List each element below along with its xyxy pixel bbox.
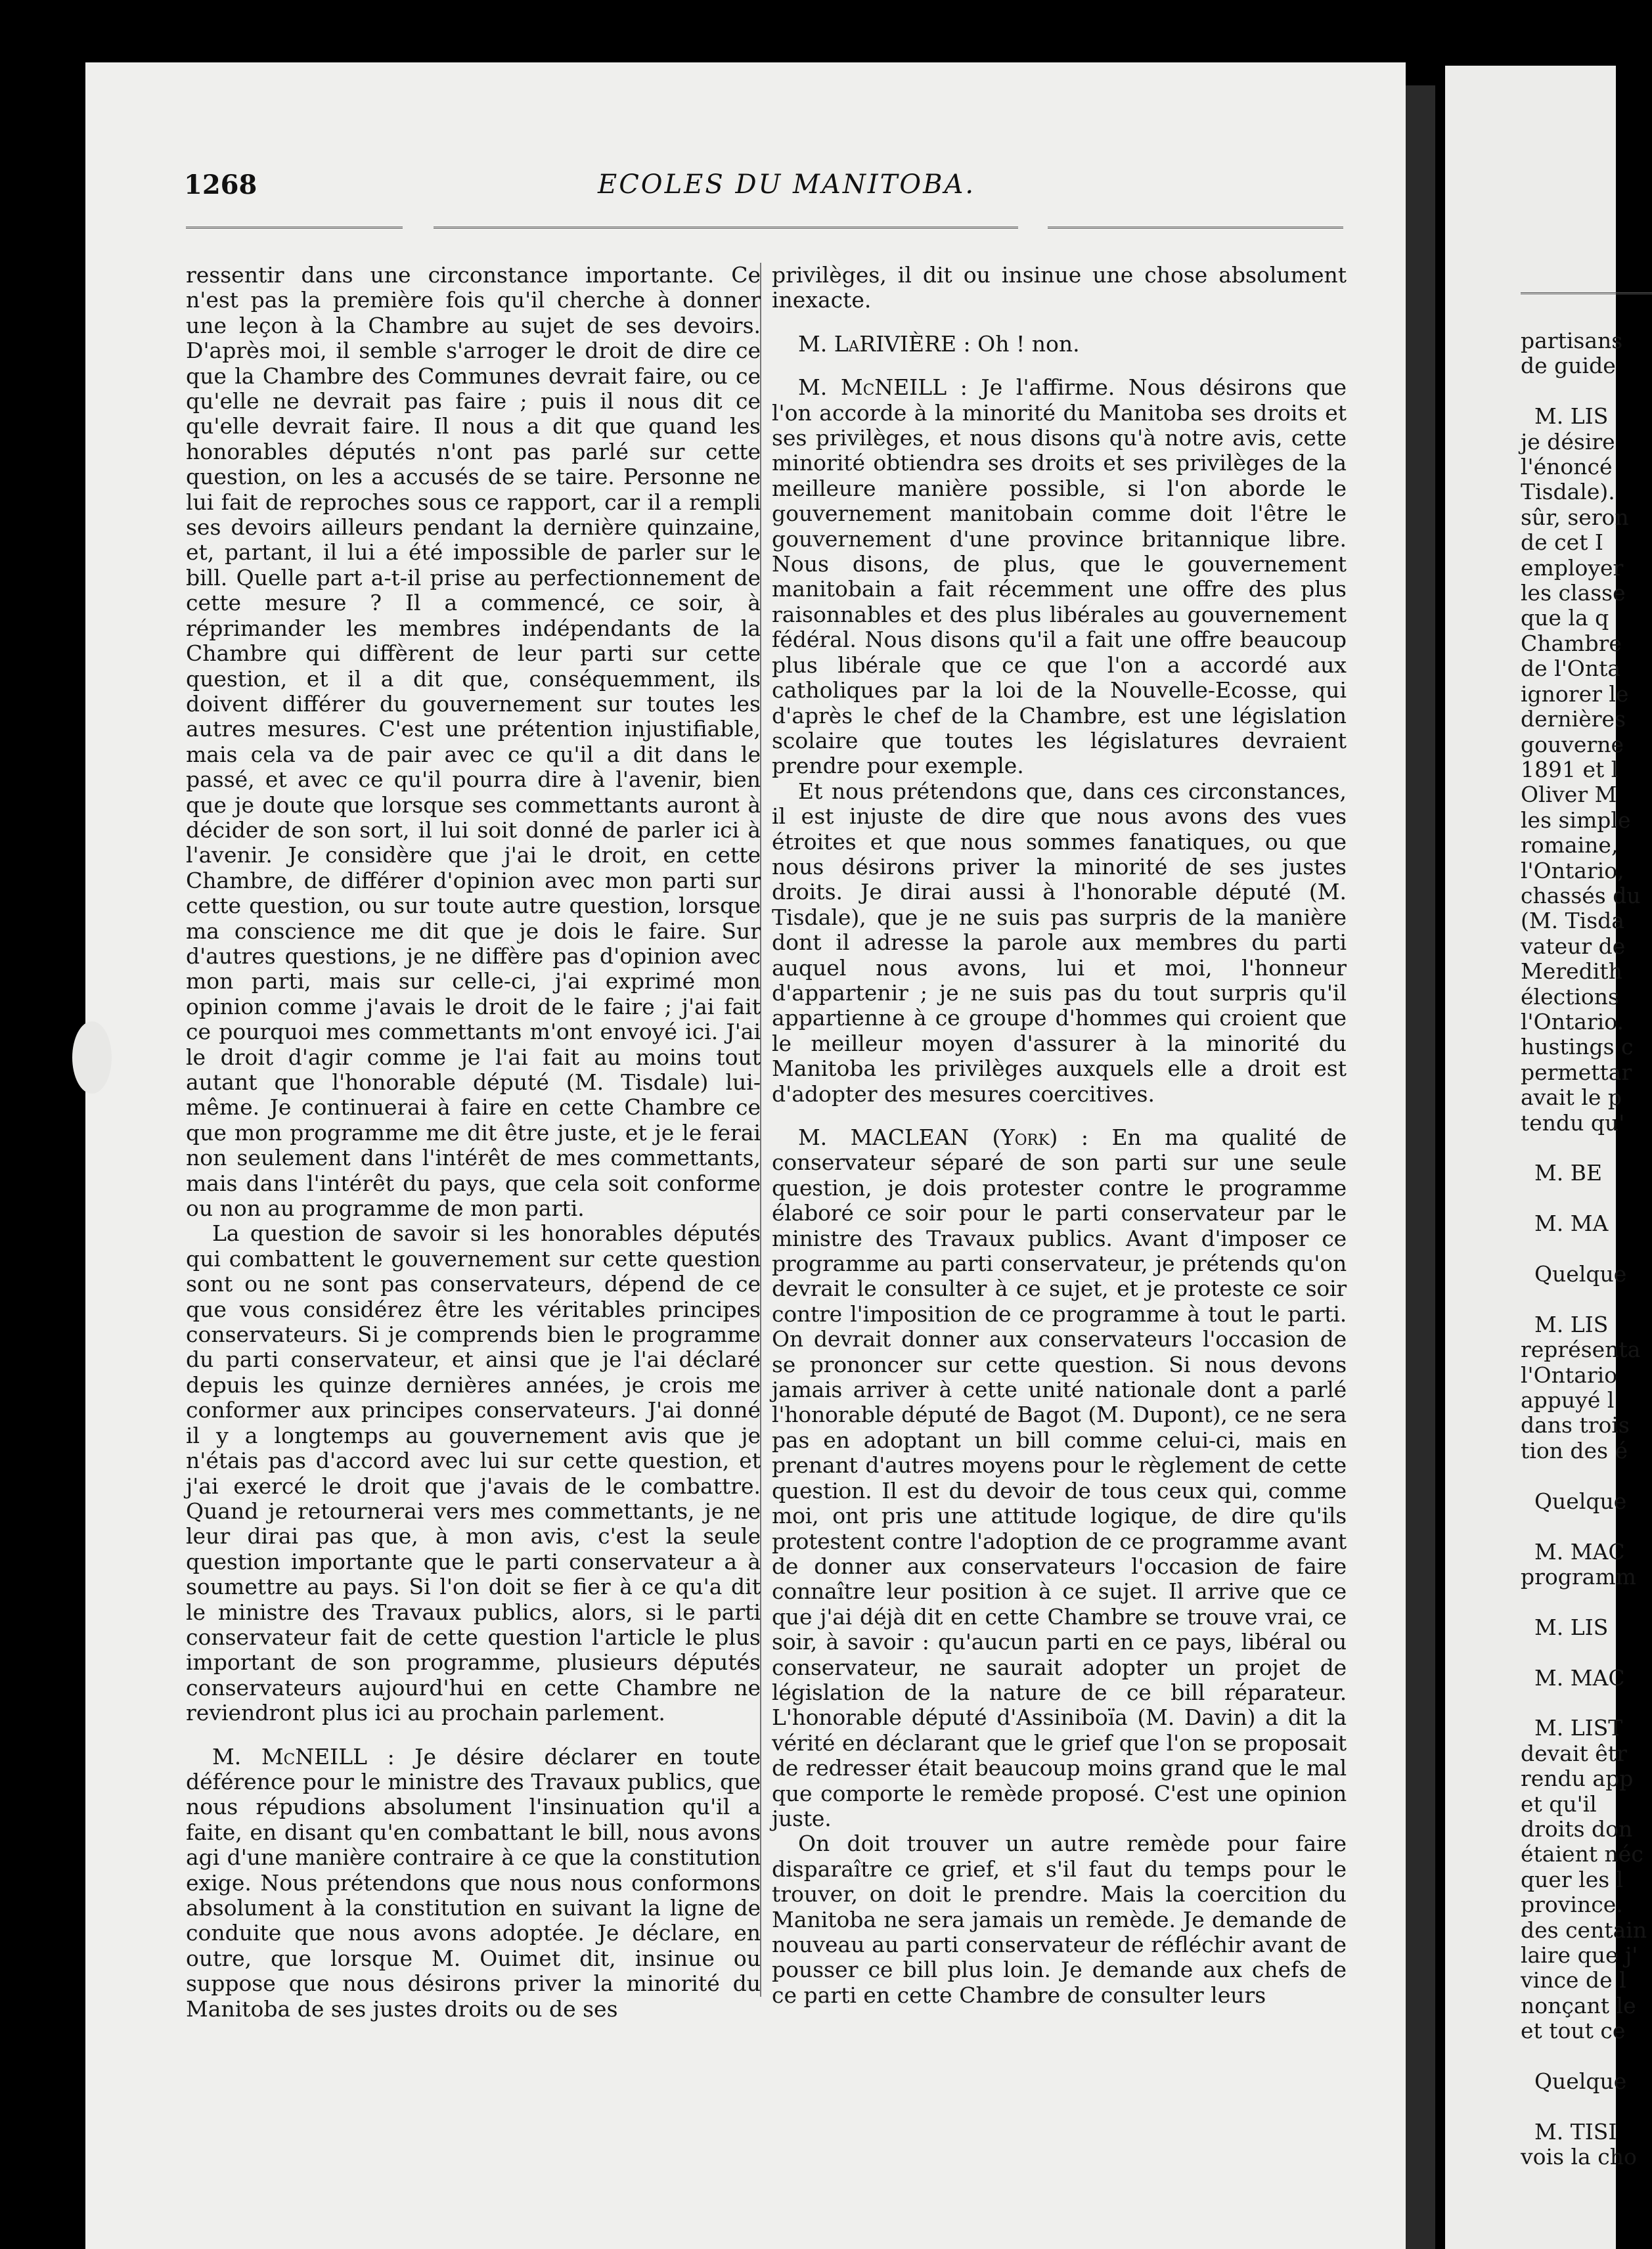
adjacent-page bbox=[1445, 66, 1647, 2249]
speech-text: Je l'affirme. Nous désirons que l'on accorde à la minorité du Manitoba ses droits et ses privilèges, et nous disons qu'à notre avis, cette minorité obtiendra ses droits et ses privilèges de la meilleure manière possible, si l'on aborde le gouvernement manitobain comme doit l'être le gouvernement d'une province britannique libre. Nous disons, de plus, que le gouvernement manitobain a fait récemment une offre des plus raisonnables et des plus libérales au gouvernement fédéral. Nous disons qu'il a fait une offre beaucoup plus libérale que ce que l'on a accordé aux catholiques par la loi de la Nouvelle-Ecosse, qui d'après le chef de la Chambre, est une législation scolaire que toutes les législatures devraient prendre pour exemple. bbox=[772, 374, 1347, 779]
speaker-name: M. McNEILL : bbox=[212, 1743, 395, 1770]
speech-text: Oh ! non. bbox=[970, 330, 1080, 357]
speech-paragraph bbox=[772, 332, 1347, 357]
speech-text: Je désire déclarer en toute déférence pour le ministre des Travaux publics, que nous répudions absolument l'insinuation qu'il a faite, en disant qu'en combattant le bill, nous avons agi d'une manière contraire à ce que la constitution exige. Nous prétendons que nous nous conformons absolument à la constitution en suivant la ligne de conduite que nous avons adoptée. Je déclare, en outre, que lorsque M. Ouimet dit, insinue ou suppose que nous désirons priver la minorité du Manitoba de ses justes droits ou de ses bbox=[186, 1743, 761, 2022]
left-column bbox=[186, 263, 761, 2022]
header-rule-left bbox=[186, 227, 403, 229]
speaker-name: M. MACLEAN (York) : bbox=[798, 1124, 1088, 1150]
paragraph: On doit trouver un autre remède pour faire disparaître ce grief, et s'il faut du temps pour le trouver, on doit le prendre. Mais la coercition du Manitoba ne sera jamais un remède. Je demande de nouveau au parti conservateur de réfléchir avant de pousser ce bill plus loin. Je demande aux chefs de ce parti en cette Chambre de consulter leurs bbox=[772, 1831, 1347, 2008]
speech-paragraph bbox=[772, 1125, 1347, 1831]
page-gutter-shadow bbox=[1406, 85, 1435, 2249]
paragraph: ressentir dans une circonstance importante. Ce n'est pas la première fois qu'il cherche à donner une leçon à la Chambre au sujet de ses devoirs. D'après moi, il semble s'arroger le droit de dire ce que la Chambre des Communes devrait faire, ou ce qu'elle ne devrait pas faire ; puis il nous dit ce qu'elle devrait faire. Il nous a dit que quand les honorables députés n'ont pas parlé sur cette question, on les a accusés de se taire. Personne ne lui fait de reproches sous ce rapport, car il a rempli ses devoirs ailleurs pendant la dernière quinzaine, et, partant, il lui a été impossible de parler sur le bill. Quelle part a-t-il prise au perfectionnement de cette mesure ? Il a commencé, ce soir, à réprimander les membres indépendants de la Chambre qui diffèrent de leur parti sur cette question, et il a dit que, conséquemment, ils doivent différer du gouvernement sur toutes les autres mesures. C'est une prétention injustifiable, mais cela va de pair avec ce qu'il a dit dans le passé, et avec ce qu'il pourra dire à l'avenir, bien que je doute que lorsque ses commettants auront à décider de son sort, il lui soit donné de parler ici à l'avenir. Je considère que j'ai le droit, en cette Chambre, de différer d'opinion avec mon parti sur cette question, ou sur toute autre question, lorsque ma conscience me dit que je dois le faire. Sur d'autres questions, je ne diffère pas d'opinion avec mon parti, mais sur celle-ci, j'ai exprimé mon opinion comme j'avais le droit de le faire ; j'ai fait ce pourquoi mes commettants m'ont envoyé ici. J'ai le droit d'agir comme je l'ai fait au moins tout autant que l'honorable député (M. Tisdale) lui-même. Je continuerai à faire en cette Chambre ce que mon programme me dit être juste, et je le ferai non seulement dans l'intérêt de mes commettants, mais dans l'intérêt du pays, que cela soit conforme ou non au programme de mon parti. bbox=[186, 262, 761, 1222]
speaker-name: M. McNEILL : bbox=[798, 374, 968, 401]
paragraph: privilèges, il dit ou insinue une chose absolument inexacte. bbox=[772, 262, 1347, 313]
paragraph: Et nous prétendons que, dans ces circonstances, il est injuste de dire que nous avons des vues étroites et que nous sommes fanatiques, ou que nous désirons priver la minorité de ses justes droits. Je dirai aussi à l'honorable député (M. Tisdale), que je ne suis pas surpris de la manière dont il adresse la parole aux membres du parti auquel nous avons, lui et moi, l'honneur d'appartenir ; je ne suis pas du tout surpris qu'il appartienne à ce groupe d'hommes qui croient que le meilleur moyen d'assurer à la minorité du Manitoba les privilèges auxquels elle a droit est d'adopter des mesures coercitives. bbox=[772, 778, 1347, 1107]
speaker-name: M. LaRIVIÈRE : bbox=[798, 330, 971, 357]
adjacent-page-text: partisans de guide M. LIS je désire l'énoncé Tisdale). sûr, seron de cet I employer les classe que la q Chambre de l'Onta ignorer le dernières gouverne 1891 et l Oliver M les simple romaine, l'Ontario, chassés du (M. Tisda vateur de Meredith élections l'Ontario. hustings c permettar avait le p tendu qu' M. BE M. MA Quelque M. LIS représenta l'Ontario appuyé l dans trois tion des é Quelque M. MAC programm M. LIS M. MAC M. LIST devait êtr rendu app et qu'il droits don étaient néc quer les l province. des centain laire que j' vince de l nonçant le et tout ce Quelque M. TISI vois la cho bbox=[1521, 328, 1647, 2170]
paper-blemish bbox=[72, 1021, 112, 1094]
paragraph: La question de savoir si les honorables députés qui combattent le gouvernement sur cette question sont ou ne sont pas conservateurs, dépend de ce que vous considérez être les véritables principes conservateurs. Si je comprends bien le programme du parti conservateur, et ainsi que je l'ai déclaré depuis les quinze dernières années, je crois me conformer aux principes conservateurs. J'ai donné il y a longtemps au gouvernement avis que je n'étais pas d'accord avec lui sur cette question, et j'ai exercé le droit que j'avais de le combattre. Quand je retournerai vers mes commettants, je ne leur dirai pas que, à mon avis, c'est la seule question importante que le parti conservateur a à soumettre au pays. Si l'on doit se fier à ce qu'a dit le ministre des Travaux publics, alors, si le parti conservateur fait de cette question l'article le plus important de son programme, plusieurs députés conservateurs aujourd'hui en cette Chambre ne reviendront plus ici au prochain parlement. bbox=[186, 1220, 761, 1726]
speech-text: En ma qualité de conservateur séparé de son parti sur une seule question, je dois protester contre le programme élaboré ce soir pour le parti conservateur par le ministre des Travaux publics. Avant d'imposer ce programme au parti conservateur, je prétends qu'on devrait le consulter à ce sujet, et je proteste ce soir contre l'imposition de ce programme à tout le parti. On devrait donner aux conservateurs l'occasion de se prononcer sur cette question. Si nous devons jamais arriver à cette unité nationale dont a parlé l'honorable député de Bagot (M. Dupont), ce ne sera pas en adoptant un bill comme celui-ci, mais en prenant d'autres moyens pour le règlement de cette question. Il est du devoir de tous ceux qui, comme moi, ont pris une attitude logique, de dire qu'ils protestent contre l'adoption de ce programme avant de donner aux conservateurs l'occasion de faire connaître leur position à ce sujet. Il arrive que ce que j'ai déjà dit en cette Chambre se trouve vrai, ce soir, à savoir : qu'aucun parti en ce pays, libéral ou conservateur, ne saurait adopter un projet de législation de la nature de ce bill réparateur. L'honorable député d'Assiniboïa (M. Davin) a dit la vérité en déclarant que le grief que l'on se proposait de redresser était beaucoup moins grand que le mal que comporte le remède proposé. C'est une opinion juste. bbox=[772, 1124, 1347, 1831]
page-number: 1268 bbox=[184, 169, 257, 200]
speech-paragraph bbox=[186, 1745, 761, 2022]
adjacent-page-rule bbox=[1521, 292, 1652, 294]
header-rule-middle bbox=[434, 227, 1018, 229]
header-rule-right bbox=[1048, 227, 1343, 229]
speech-paragraph bbox=[772, 375, 1347, 779]
running-title: ECOLES DU MANITOBA. bbox=[598, 169, 976, 200]
right-column bbox=[772, 263, 1347, 2008]
